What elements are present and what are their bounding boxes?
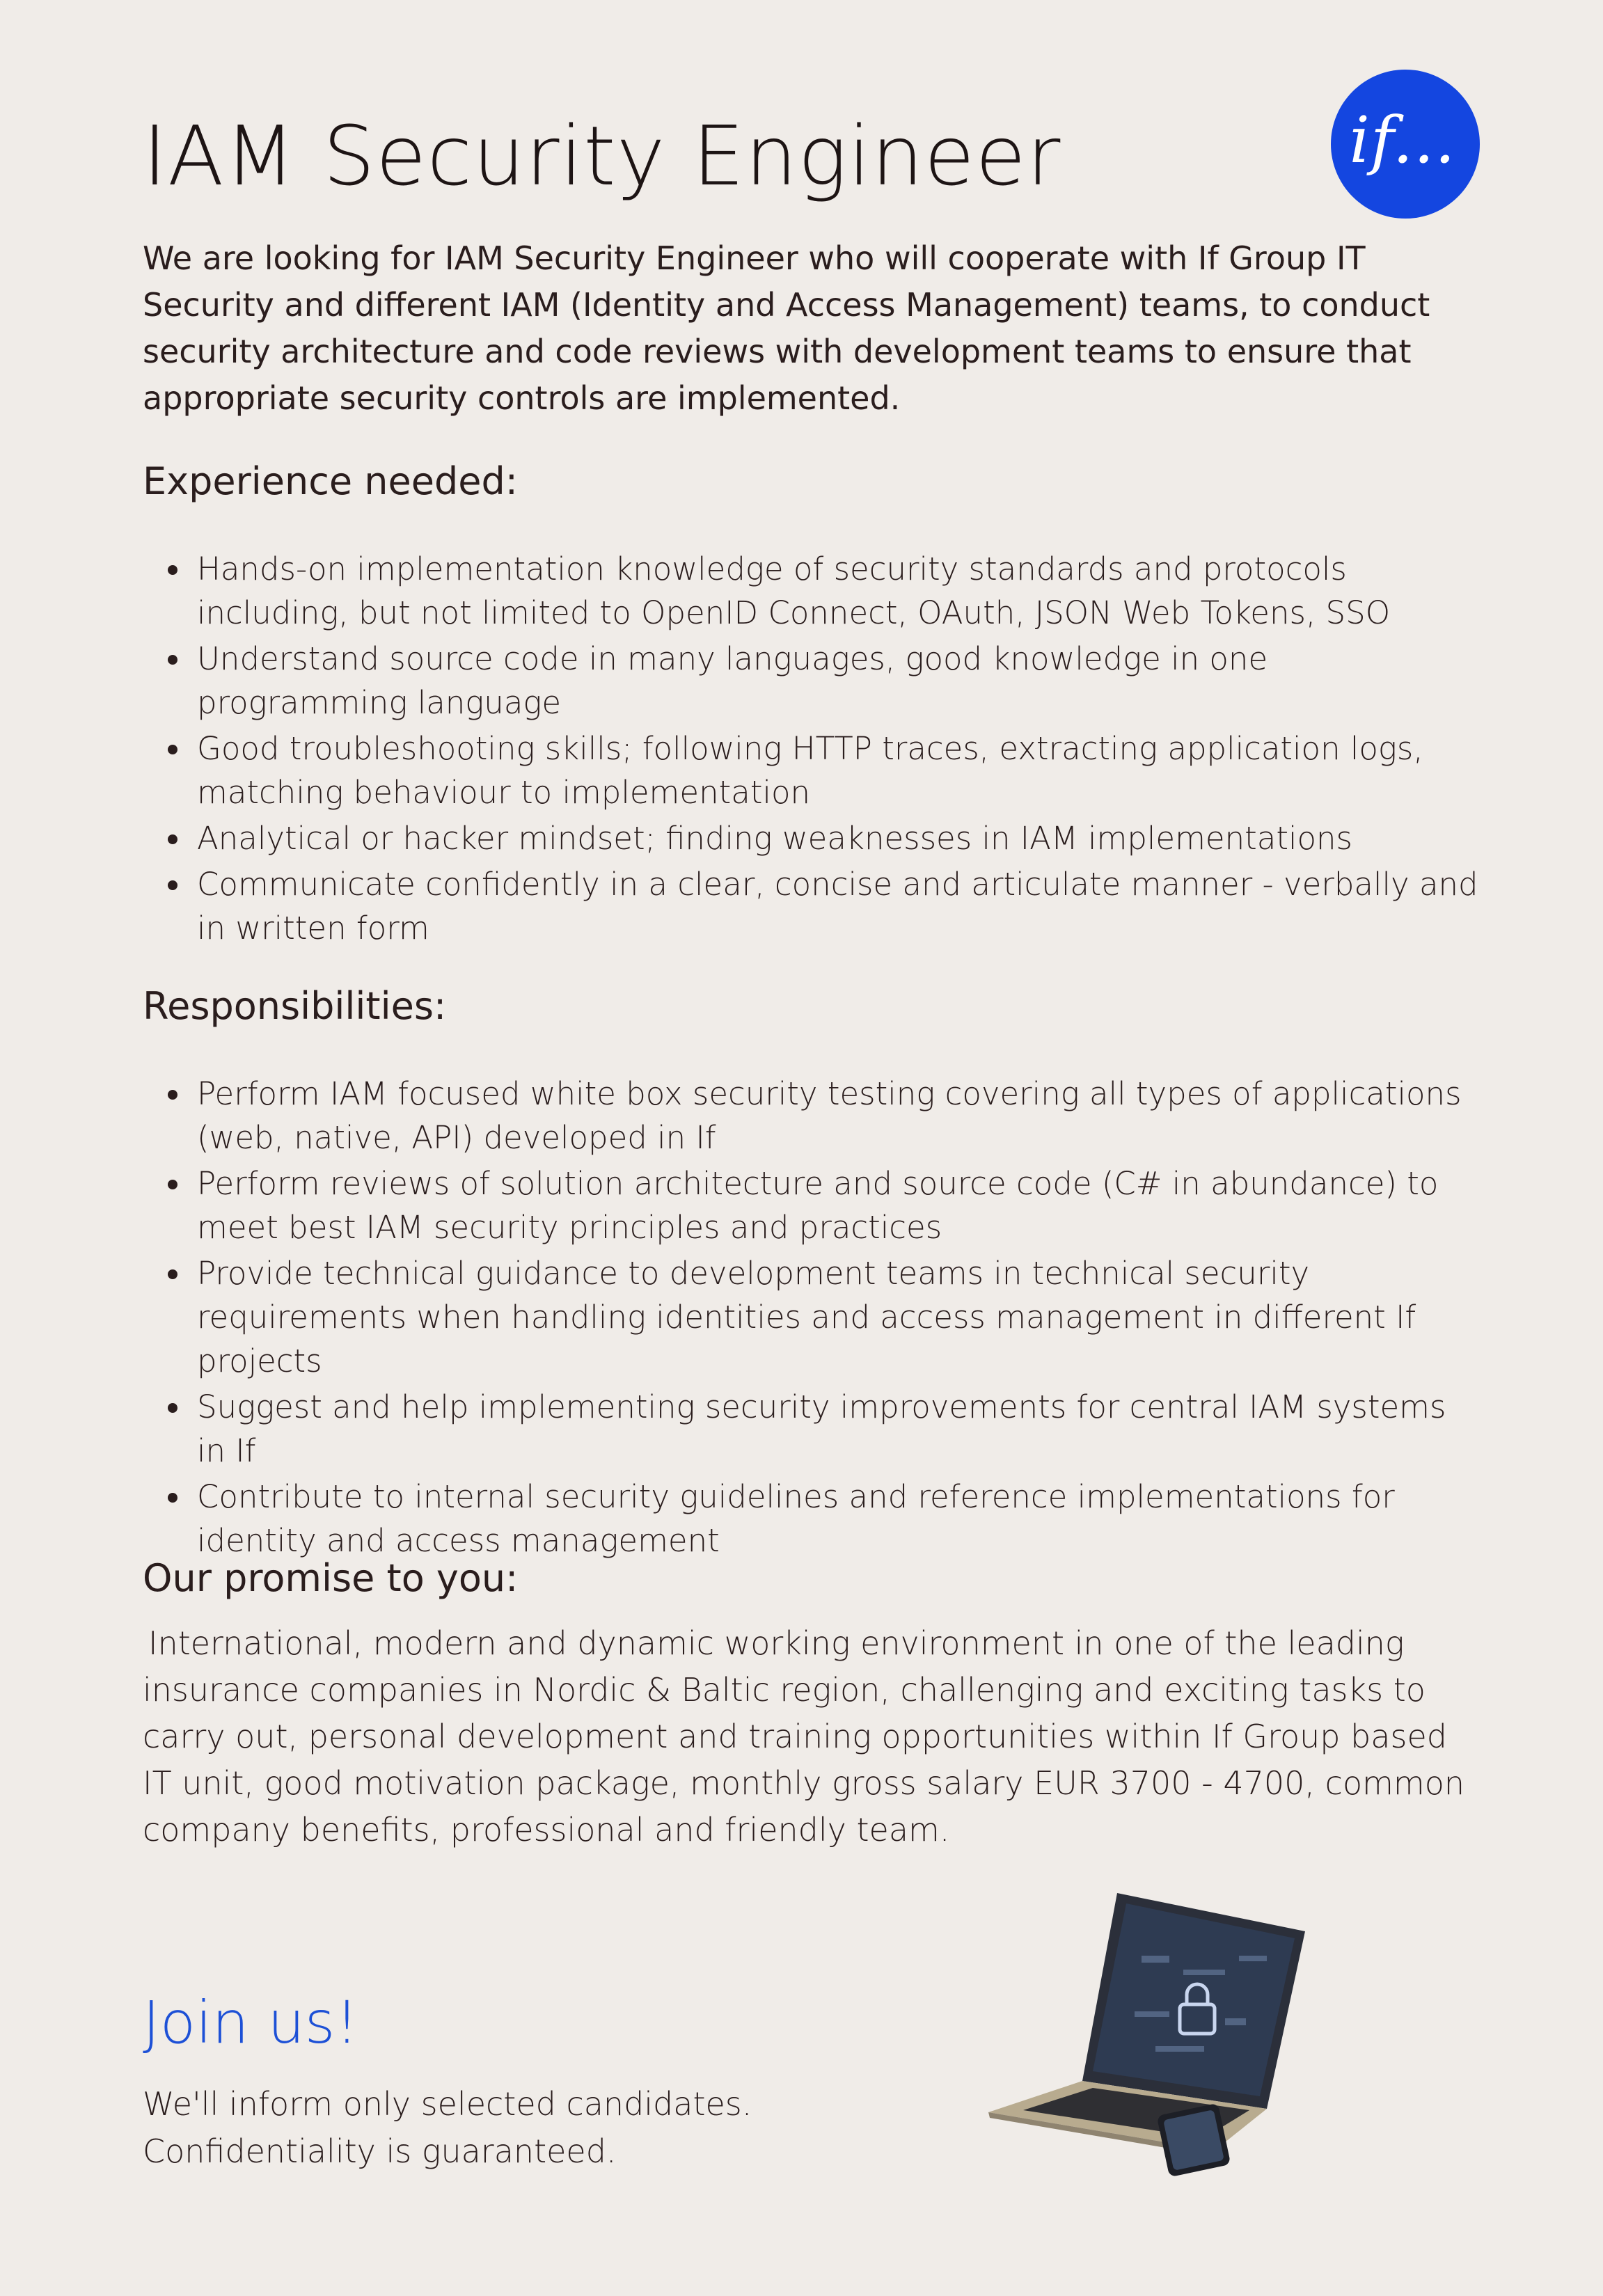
responsibilities-heading: Responsibilities:	[143, 984, 447, 1028]
list-item	[143, 727, 1479, 814]
bullet-icon	[168, 880, 177, 890]
footer-line-confidentiality: Confidentiality is guaranteed.	[143, 2132, 617, 2170]
list-item	[143, 1251, 1479, 1383]
bullet-icon	[168, 834, 177, 844]
list-item-text: Hands-on implementation knowledge of security standards and protocols including, but not limited to OpenID Connect, OAuth, JSON Web Tokens, SSO	[197, 551, 1391, 631]
list-item-text: Perform IAM focused white box security testing covering all types of applications (web, native, API) developed in If	[197, 1075, 1462, 1156]
bullet-icon	[168, 655, 177, 665]
if-logo-icon	[1331, 70, 1480, 219]
bullet-icon	[168, 1090, 177, 1100]
phone-icon	[1157, 2103, 1231, 2178]
experience-list	[143, 547, 1479, 952]
list-item-text: Contribute to internal security guidelines and reference implementations for identity and access management	[197, 1478, 1395, 1559]
list-item	[143, 547, 1479, 635]
list-item-text: Good troubleshooting skills; following HTTP traces, extracting application logs, matching behaviour to implementation	[197, 730, 1423, 811]
responsibilities-list	[143, 1072, 1479, 1565]
footer-line-candidates: We'll inform only selected candidates.	[143, 2085, 752, 2123]
bullet-icon	[168, 1403, 177, 1413]
list-item	[143, 816, 1479, 860]
list-item-text: Analytical or hacker mindset; finding weaknesses in IAM implementations	[197, 820, 1352, 857]
page-title: IAM Security Engineer	[143, 108, 1061, 204]
list-item-text: Perform reviews of solution architecture and source code (C# in abundance) to meet best IAM security principles and practices	[197, 1165, 1439, 1246]
list-item-text: Understand source code in many languages, good knowledge in one programming language	[197, 640, 1268, 721]
experience-heading: Experience needed:	[143, 459, 518, 503]
list-item-text: Suggest and help implementing security improvements for central IAM systems in If	[197, 1388, 1446, 1469]
list-item	[143, 1162, 1479, 1249]
bullet-icon	[168, 745, 177, 754]
list-item-text: Provide technical guidance to development teams in technical security requirements when handling identities and access management in different If projects	[197, 1255, 1416, 1379]
list-item-text: Communicate confidently in a clear, concise and articulate manner - verbally and in written form	[197, 866, 1478, 947]
bullet-icon	[168, 1493, 177, 1503]
join-us-heading: Join us!	[143, 1988, 359, 2057]
list-item	[143, 1475, 1479, 1562]
promise-paragraph: International, modern and dynamic working environment in one of the leading insurance companies in Nordic & Baltic region, challenging and exciting tasks to carry out, personal development and training opportunities within If Group based IT unit, good motivation package, monthly gross salary EUR 3700 - 4700, common company benefits, professional and friendly team.	[143, 1624, 1465, 1848]
intro-paragraph: We are looking for IAM Security Engineer who will cooperate with If Group IT Security and different IAM (Identity and Access Management) teams, to conduct security architecture and code reviews with development teams to ensure that appropriate security controls are implemented.	[143, 239, 1430, 417]
bullet-icon	[168, 1269, 177, 1279]
list-item	[143, 1385, 1479, 1473]
bullet-icon	[168, 565, 177, 575]
list-item	[143, 862, 1479, 950]
bullet-icon	[168, 1180, 177, 1189]
laptop-phone-illustration-icon	[974, 1879, 1322, 2178]
laptop-screen-icon	[1082, 1893, 1305, 2109]
list-item	[143, 637, 1479, 725]
list-item	[143, 1072, 1479, 1159]
logo-text: if...	[1349, 102, 1456, 177]
promise-heading: Our promise to you:	[143, 1556, 519, 1600]
